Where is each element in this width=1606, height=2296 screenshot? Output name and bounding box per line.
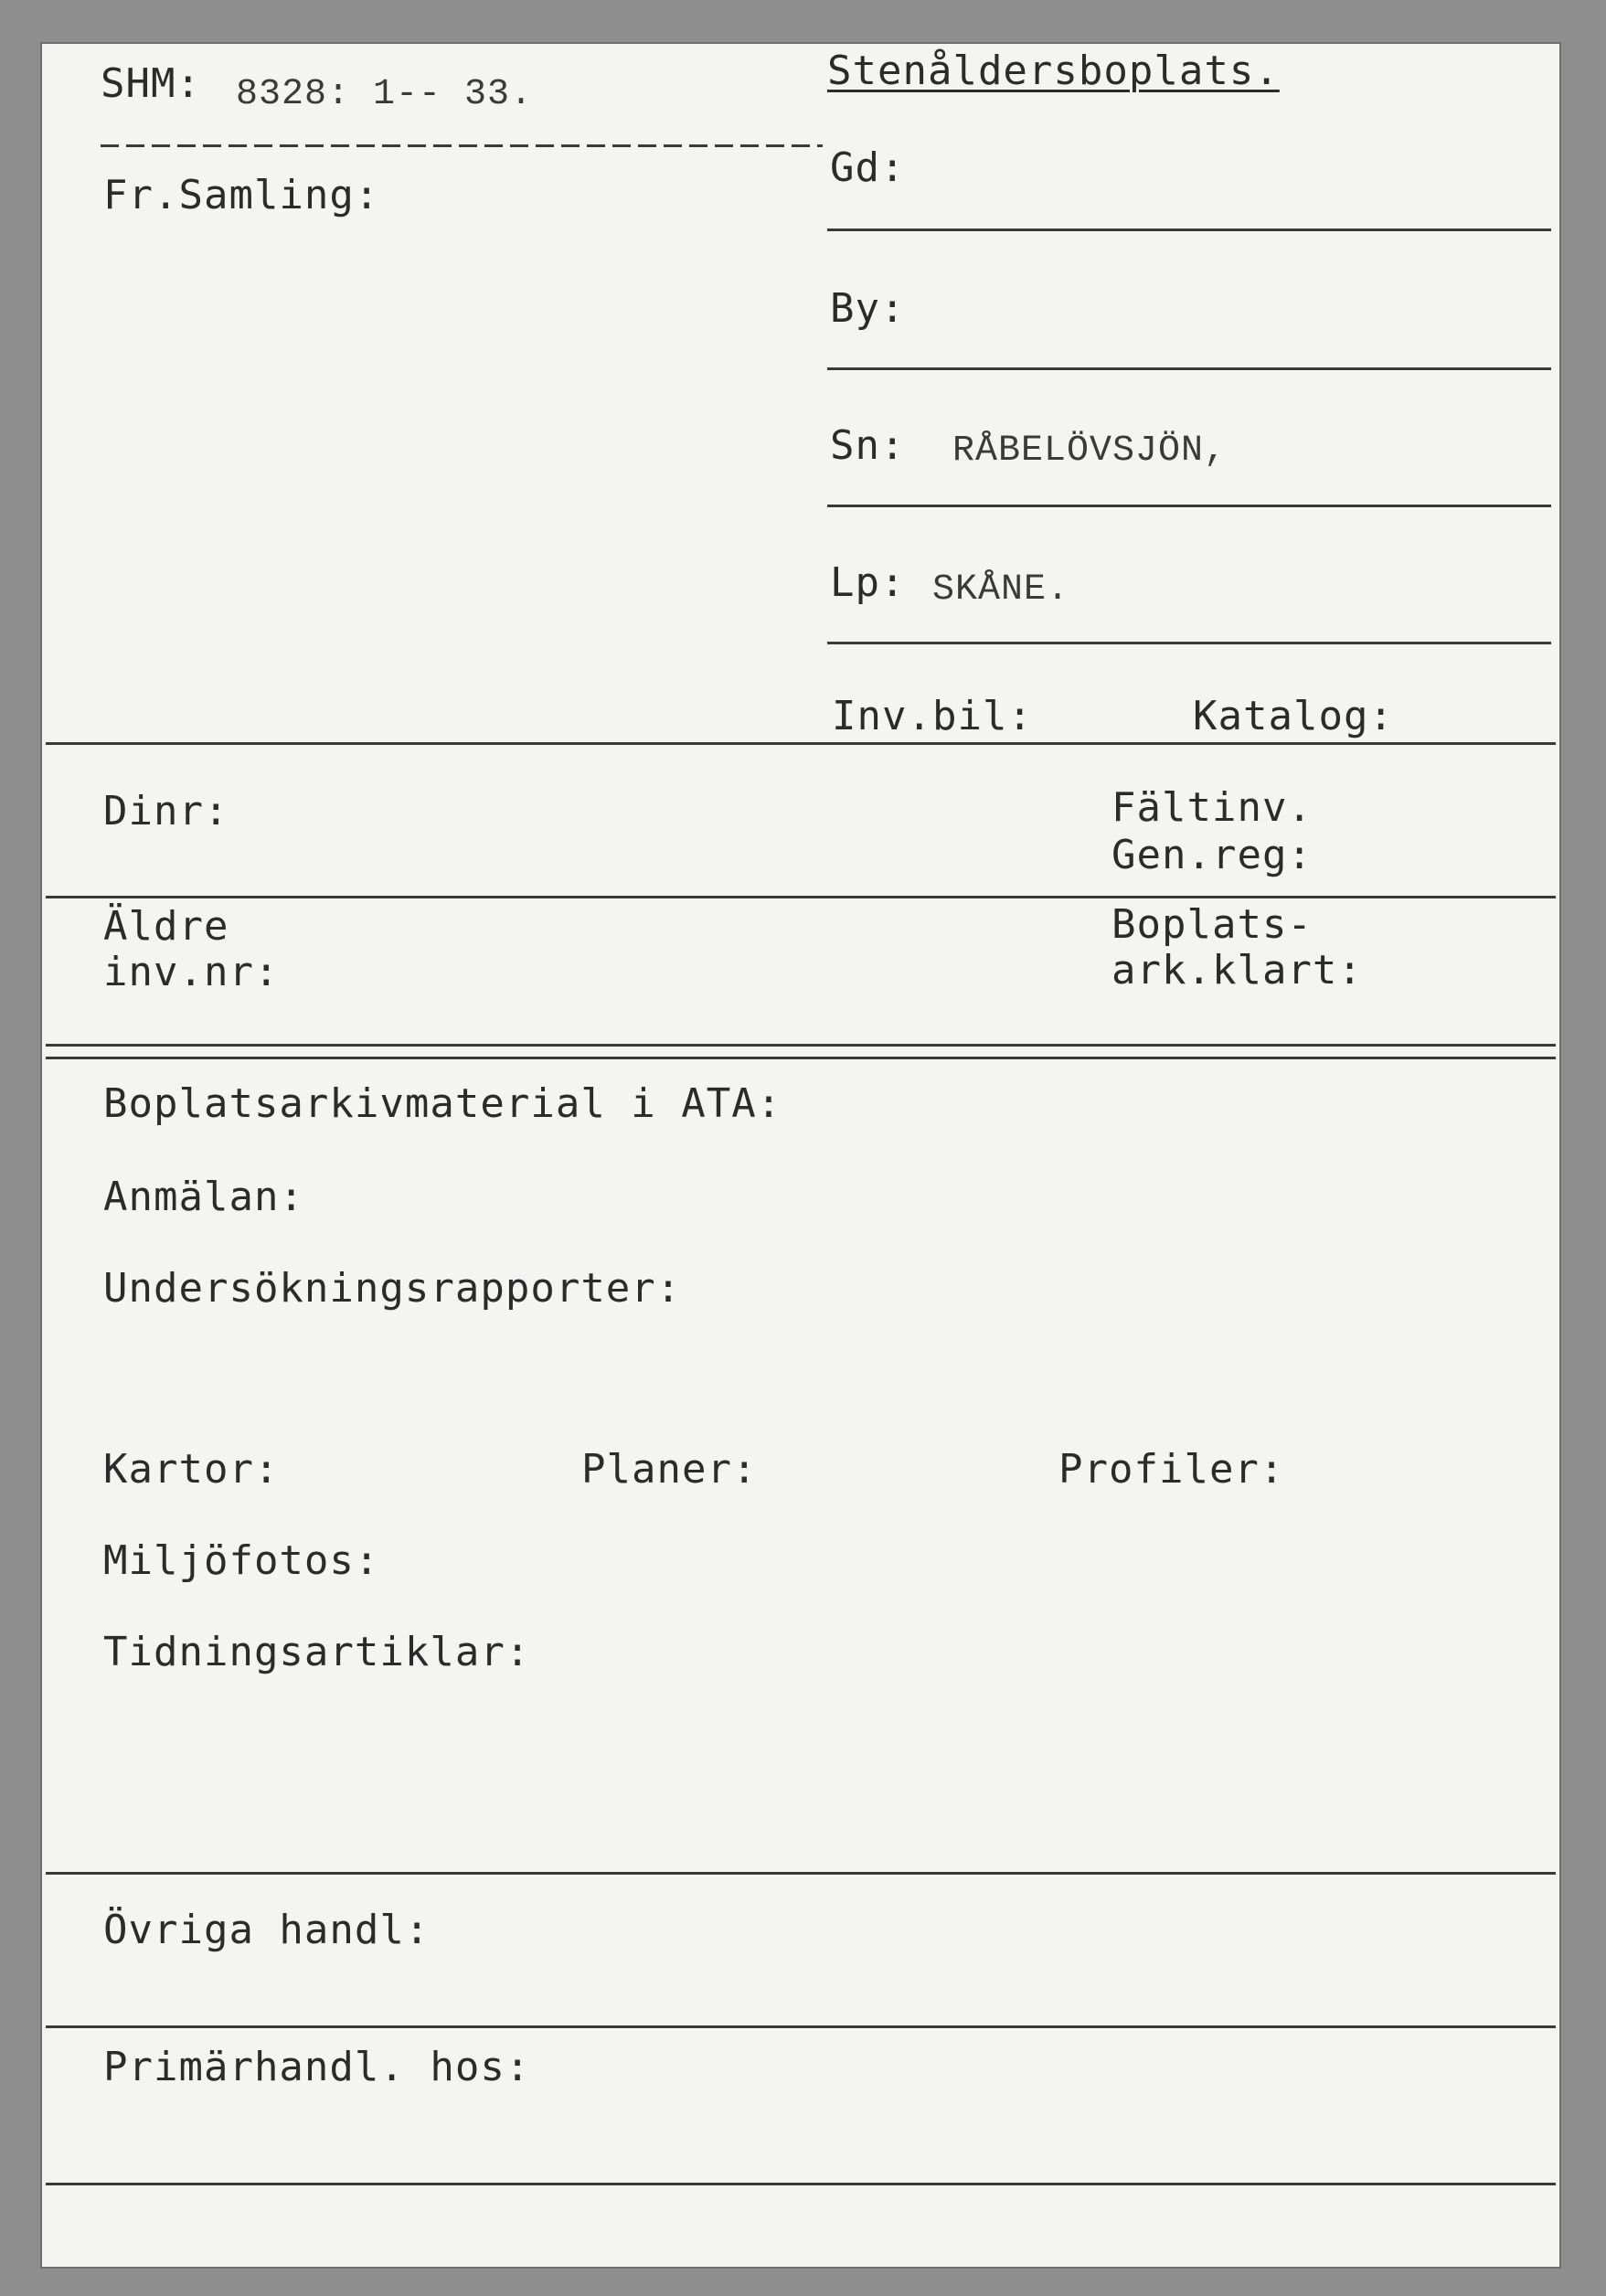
- site-type-title: Stenåldersboplats.: [827, 48, 1280, 94]
- faltinv-label: Fältinv.: [1111, 784, 1313, 831]
- archive-heading: Boplatsarkivmaterial i ATA:: [103, 1080, 782, 1127]
- kartor-label: Kartor:: [103, 1446, 280, 1493]
- section-divider-4: [46, 1872, 1556, 1875]
- shm-value: 8328: 1-- 33.: [236, 74, 534, 115]
- dinr-label: Dinr:: [103, 788, 229, 834]
- fr-samling-label: Fr.Samling:: [103, 172, 380, 218]
- boplats-label-2: ark.klart:: [1111, 947, 1363, 994]
- katalog-label: Katalog:: [1193, 693, 1394, 739]
- planer-label: Planer:: [581, 1446, 758, 1493]
- genreg-label: Gen.reg:: [1111, 832, 1313, 878]
- anmalan-label: Anmälan:: [103, 1174, 304, 1220]
- undersokning-label: Undersökningsrapporter:: [103, 1265, 682, 1312]
- section-divider-1: [46, 742, 1556, 745]
- sn-value: RÅBELÖVSJÖN,: [952, 430, 1228, 472]
- sn-label: Sn:: [830, 422, 906, 469]
- gd-line: [827, 229, 1551, 231]
- aldre-label-1: Äldre: [103, 903, 229, 950]
- sn-line: [827, 505, 1551, 507]
- gd-label: Gd:: [830, 144, 906, 191]
- inv-bil-label: Inv.bil:: [832, 693, 1033, 739]
- shm-label: SHM:: [101, 60, 201, 107]
- section-divider-3b: [46, 1057, 1556, 1059]
- primar-label: Primärhandl. hos:: [103, 2044, 531, 2090]
- by-line: [827, 367, 1551, 370]
- header-divider: [101, 144, 823, 147]
- ovriga-label: Övriga handl:: [103, 1907, 431, 1953]
- section-divider-2: [46, 896, 1556, 898]
- profiler-label: Profiler:: [1058, 1446, 1285, 1493]
- boplats-label-1: Boplats-: [1111, 901, 1313, 948]
- by-label: By:: [830, 285, 906, 332]
- lp-value: SKÅNE.: [932, 569, 1070, 611]
- lp-line: [827, 642, 1551, 644]
- tidning-label: Tidningsartiklar:: [103, 1629, 531, 1675]
- lp-label: Lp:: [830, 559, 906, 606]
- section-divider-3a: [46, 1044, 1556, 1047]
- miljofotos-label: Miljöfotos:: [103, 1537, 380, 1584]
- section-divider-5: [46, 2025, 1556, 2028]
- aldre-label-2: inv.nr:: [103, 949, 280, 995]
- section-divider-6: [46, 2183, 1556, 2185]
